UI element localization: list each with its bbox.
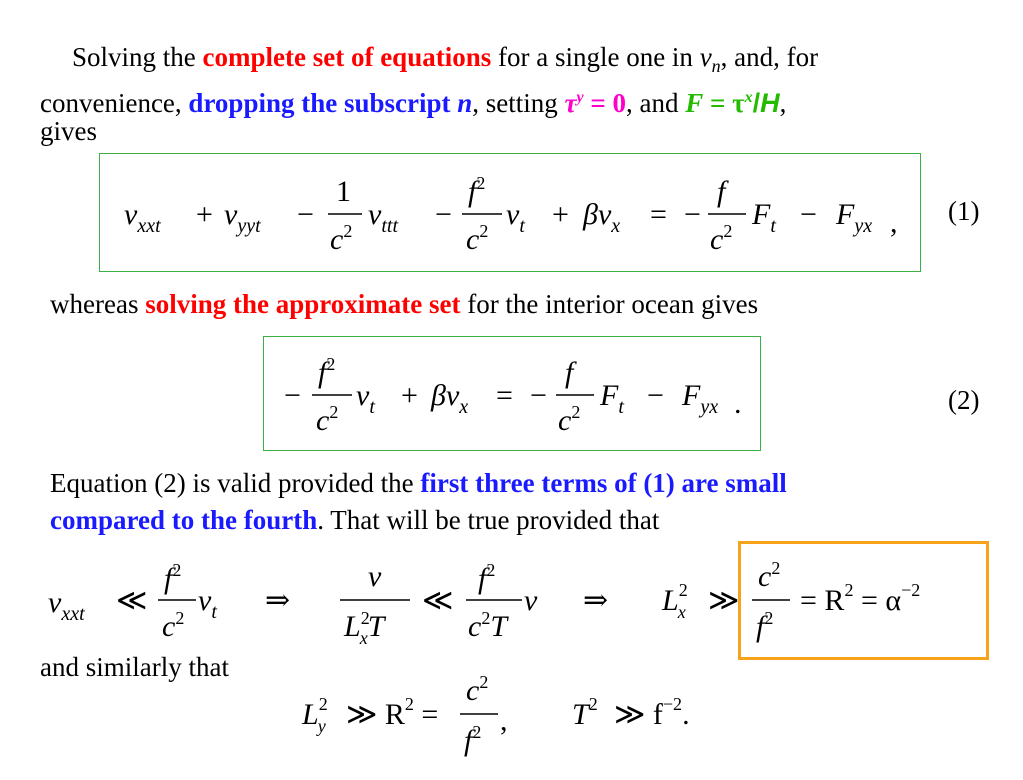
- eq2-plus: +: [401, 379, 418, 412]
- eq4-comma: ,: [500, 704, 508, 737]
- equation-4: [0, 672, 1023, 772]
- eq4-frac-num: $c^2$: [466, 672, 489, 707]
- eq1-frac1-den: $c^2$: [330, 221, 353, 256]
- eq1-v-xxt: $v_{xxt}$: [124, 198, 161, 237]
- eq1-v-ttt: $v_{ttt}$: [368, 198, 398, 237]
- eq3-v-t: $v_t$: [198, 584, 217, 623]
- eq1-frac2-num: $f^2$: [468, 173, 486, 208]
- eq1-beta-vx: $\beta v_x$: [583, 198, 621, 237]
- highlight-dropping-subscript: dropping the subscript: [188, 88, 451, 118]
- eq3-frac1-den: $c^2$: [162, 608, 185, 643]
- eq1-comma: ,: [890, 206, 898, 239]
- eq3-frac2-num: v: [368, 560, 382, 593]
- eq2-minus3: −: [647, 379, 664, 412]
- para1-line2: convenience, dropping the subscript n, setting $\tau^y = 0$, and $F = \tau^x/H$,: [40, 88, 787, 118]
- para1-line1: Solving the complete set of equations for a single one in $v_n$, and, for: [72, 42, 819, 77]
- highlight-first-three-terms: first three terms of (1) are small: [420, 468, 787, 498]
- eq3-frac3-den: $c^2T$: [468, 608, 508, 643]
- eq1-v-t: $v_t$: [506, 198, 525, 237]
- eq1-frac1-num: 1: [336, 175, 351, 208]
- eq1-F-t: $F_t$: [752, 198, 776, 237]
- highlight-tau-y: $\tau^y = 0$: [564, 88, 627, 118]
- eq1-equals: =: [650, 198, 667, 231]
- eq1-plus2: +: [552, 198, 569, 231]
- highlight-complete-set: complete set of equations: [202, 42, 492, 72]
- eq3-R2-alpha: = $R^2 = \alpha^{-2}$: [800, 580, 921, 617]
- para1-line3: gives: [40, 116, 97, 146]
- eq1-v-yyt: $v_{yyt}$: [224, 198, 261, 237]
- equation-1-box: [99, 153, 921, 272]
- eq3-implies2: ⇒: [583, 584, 609, 617]
- highlight-approximate-set: solving the approximate set: [145, 289, 461, 319]
- eq1-plus: +: [196, 198, 213, 231]
- eq2-F-t: $F_t$: [600, 379, 624, 418]
- eq2-frac2-num: f: [565, 356, 574, 389]
- equation-2-box: [263, 336, 761, 451]
- eq2-frac2-den: $c^2$: [558, 402, 581, 437]
- eq2-equals: =: [496, 379, 513, 412]
- eq3-frac4-den: $f^2$: [756, 608, 774, 643]
- eq4-L-y: $L^2$ y: [302, 694, 328, 736]
- equation-1: [100, 154, 920, 271]
- para3-line2: compared to the fourth. That will be true provided that: [50, 505, 660, 535]
- eq3-v-xxt: $v_{xxt}$: [48, 586, 85, 625]
- eq2-v-t: $v_t$: [356, 379, 375, 418]
- para4: and similarly that: [40, 652, 229, 682]
- eq1-F-yx: $F_{yx}$: [836, 198, 873, 237]
- eq1-minus1: −: [297, 198, 314, 231]
- eq1-minus2: −: [435, 198, 452, 231]
- equation-2-number: (2): [948, 385, 980, 415]
- eq3-v: v: [524, 584, 538, 617]
- eq3-L-x: $L^2$ x: [662, 580, 688, 622]
- eq3-frac1-num: $f^2$: [164, 560, 182, 595]
- eq4-gg-f: ≫ $f^{-2}$.: [614, 694, 690, 731]
- highlight-F-eq: $F = \tau^x/H$: [685, 88, 780, 118]
- equation-1-number: (1): [948, 196, 980, 226]
- equation-2: [264, 337, 760, 450]
- eq2-period: .: [734, 387, 742, 420]
- eq2-beta-vx: $\beta v_x$: [431, 379, 469, 418]
- eq1-minus3: −: [684, 198, 701, 231]
- highlight-compared-fourth: compared to the fourth: [50, 505, 318, 535]
- eq3-ll1: ≪: [116, 584, 148, 617]
- para3-line1: Equation (2) is valid provided the first three terms of (1) are small: [50, 468, 787, 498]
- eq1-minus4: −: [800, 198, 817, 231]
- eq2-frac1-num: $f^2$: [318, 354, 336, 389]
- eq1-frac3-den: $c^2$: [710, 221, 733, 256]
- eq1-frac3-num: f: [717, 175, 726, 208]
- eq2-minus1: −: [284, 379, 301, 412]
- eq2-minus2: −: [530, 379, 547, 412]
- eq3-frac2-den: $L^2$ xT: [344, 608, 385, 648]
- eq2-F-yx: $F_{yx}$: [682, 379, 719, 418]
- eq3-implies1: ⇒: [265, 584, 291, 617]
- eq3-frac4-num: $c^2$: [758, 558, 781, 593]
- eq3-ll2: ≪: [422, 584, 454, 617]
- eq4-T: $T^2$: [572, 694, 598, 731]
- eq3-gg: ≫: [708, 584, 740, 617]
- eq1-frac2-den: $c^2$: [466, 221, 489, 256]
- para2: whereas solving the approximate set for the interior ocean gives: [50, 289, 759, 319]
- eq3-frac3-num: $f^2$: [478, 560, 496, 595]
- eq2-frac1-den: $c^2$: [316, 402, 339, 437]
- equation-3: [0, 540, 1023, 660]
- eq4-frac-den: $f^2$: [464, 722, 482, 757]
- eq4-gg-R2: ≫ $R^2$ =: [346, 694, 439, 731]
